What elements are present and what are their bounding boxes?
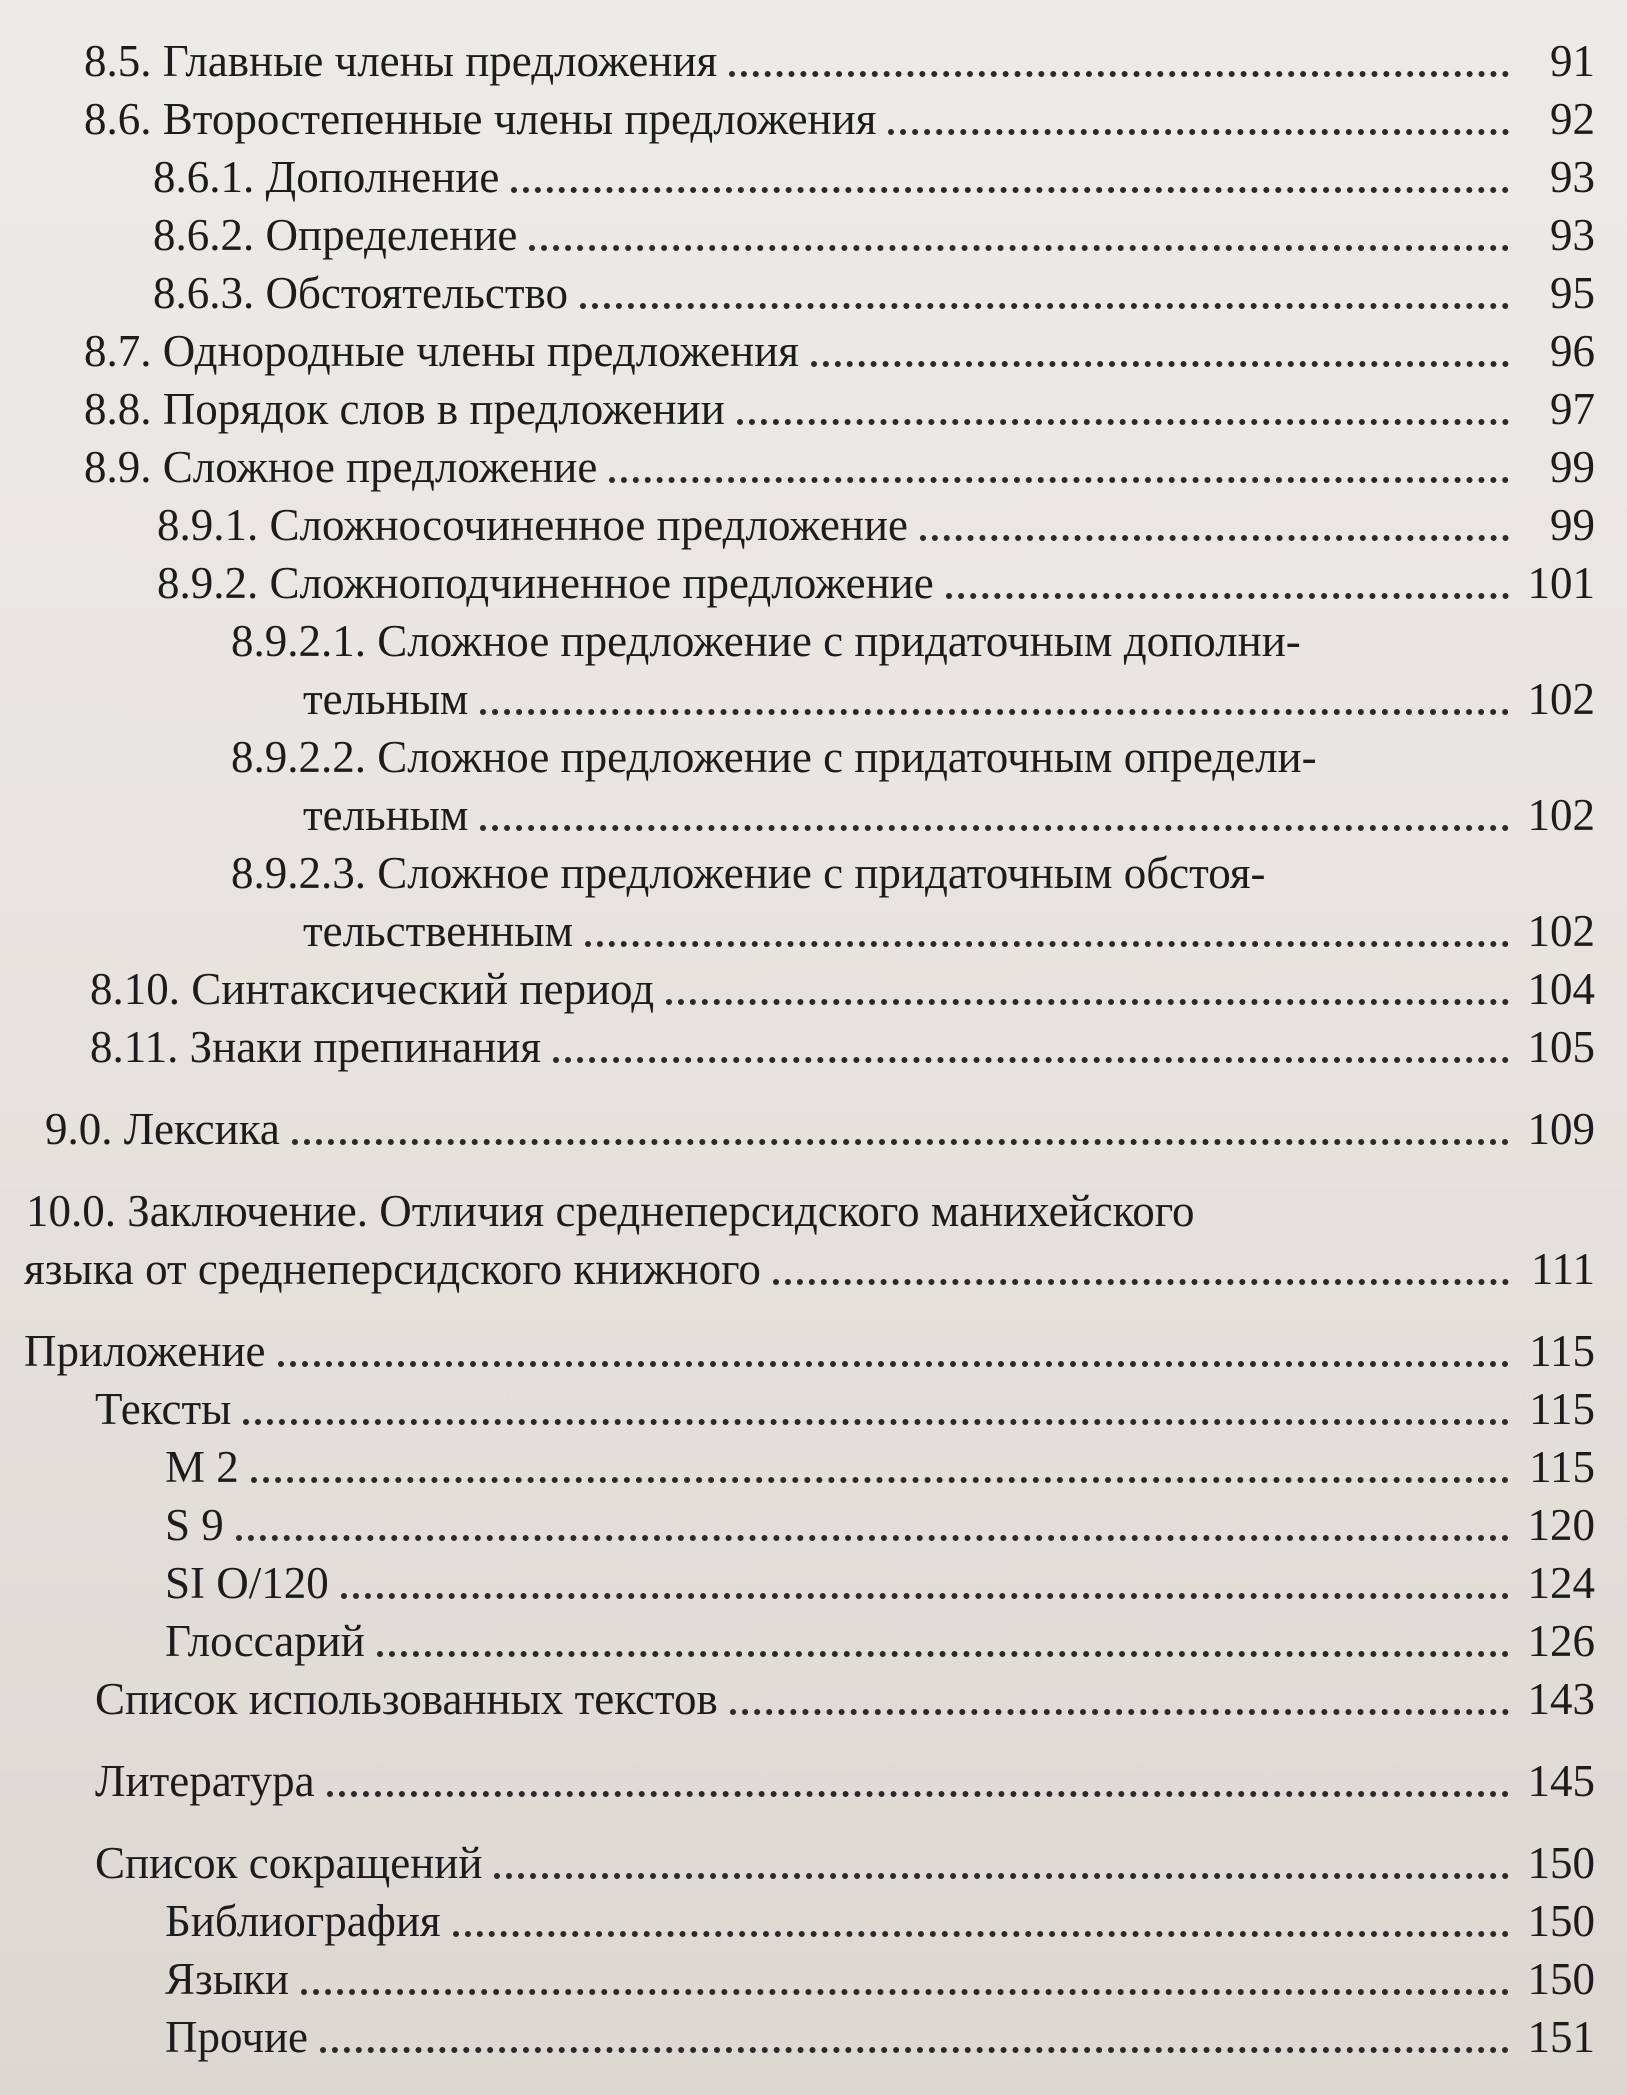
toc-entry-page: 120 (1527, 1500, 1595, 1550)
toc-entry (84, 374, 1595, 432)
toc-entry (26, 1176, 1195, 1234)
dot-leader (236, 1535, 1509, 1541)
toc-entry (84, 26, 1595, 84)
dot-leader (585, 941, 1509, 947)
toc-entry-label: SI O/120 (165, 1558, 329, 1608)
toc-entry-page: 92 (1550, 94, 1595, 144)
toc-entry-page: 97 (1550, 384, 1595, 434)
toc-entry-label: 8.7. Однородные члены предложения (84, 326, 799, 376)
toc-entry-page: 105 (1527, 1022, 1595, 1072)
toc-entry-label: 8.9.1. Сложносочиненное предложение (157, 500, 908, 550)
toc-entry-page: 115 (1529, 1326, 1595, 1376)
toc-entry-label: Глоссарий (165, 1616, 365, 1666)
dot-leader (946, 593, 1509, 599)
toc-entry (165, 1886, 1595, 1944)
toc-entry-label: тельным (303, 790, 469, 840)
toc-entry-label: Библиография (165, 1896, 441, 1946)
dot-leader (480, 825, 1509, 831)
toc-entry-page: 102 (1527, 674, 1595, 724)
toc-entry-label: Список использованных текстов (95, 1674, 718, 1724)
toc-entry (95, 1828, 1595, 1886)
toc-entry (84, 432, 1595, 490)
dot-leader (494, 1873, 1509, 1879)
toc-entry (153, 258, 1595, 316)
dot-leader (666, 999, 1509, 1005)
dot-leader (341, 1593, 1509, 1599)
toc-entry (165, 1432, 1595, 1490)
toc-entry (157, 490, 1595, 548)
toc-entry-page: 102 (1527, 906, 1595, 956)
toc-entry (165, 1944, 1595, 2002)
toc-entry (95, 1746, 1595, 1804)
toc-entry-label: S 9 (165, 1500, 224, 1550)
toc-entry-page: 126 (1527, 1616, 1595, 1666)
toc-entry-page: 93 (1550, 210, 1595, 260)
toc-entry-page: 145 (1527, 1756, 1595, 1806)
toc-entry (24, 1234, 1595, 1292)
dot-leader (553, 1057, 1509, 1063)
dot-leader (737, 419, 1509, 425)
dot-leader (729, 71, 1509, 77)
toc-entry-page: 93 (1550, 152, 1595, 202)
toc-entry (153, 142, 1595, 200)
toc-entry-label: Тексты (95, 1384, 232, 1434)
toc-entry-label: 8.9.2.1. Сложное предложение с придаточным дополни- (231, 616, 1301, 666)
toc-entry-label: 10.0. Заключение. Отличия среднеперсидского манихейского (26, 1186, 1195, 1236)
toc-entry-label: Языки (165, 1954, 289, 2004)
toc-entry (165, 1490, 1595, 1548)
toc-entry-page: 99 (1550, 442, 1595, 492)
toc-entry-label: 8.9. Сложное предложение (84, 442, 598, 492)
toc-entry-page: 150 (1527, 1838, 1595, 1888)
toc-entry-label: языка от среднеперсидского книжного (24, 1244, 761, 1294)
toc-entry (95, 1664, 1595, 1722)
dot-leader (511, 187, 1509, 193)
toc-entry (90, 954, 1595, 1012)
dot-leader (377, 1651, 1509, 1657)
dot-leader (292, 1139, 1509, 1145)
dot-leader (251, 1477, 1509, 1483)
toc-entry (231, 838, 1266, 896)
toc-entry-label: 8.6. Второстепенные члены предложения (84, 94, 877, 144)
toc-entry-page: 124 (1527, 1558, 1595, 1608)
toc-entry-label: 8.8. Порядок слов в предложении (84, 384, 725, 434)
toc-entry (90, 1012, 1595, 1070)
dot-leader (580, 303, 1509, 309)
toc-entry-label: 8.9.2.2. Сложное предложение с придаточным определи- (231, 732, 1317, 782)
dot-leader (243, 1419, 1509, 1425)
toc-entry-page: 104 (1527, 964, 1595, 1014)
toc-entry-page: 115 (1529, 1442, 1595, 1492)
toc-entry (165, 1606, 1595, 1664)
toc-entry-label: 8.9.2.3. Сложное предложение с придаточным обстоя- (231, 848, 1266, 898)
toc-entry-page: 102 (1527, 790, 1595, 840)
toc-entry-label: Приложение (24, 1326, 266, 1376)
toc-entry (231, 606, 1301, 664)
toc-entry-label: 8.11. Знаки препинания (90, 1022, 542, 1072)
toc-entry (303, 780, 1595, 838)
dot-leader (480, 709, 1509, 715)
toc-entry-page: 101 (1527, 558, 1595, 608)
dot-leader (278, 1361, 1509, 1367)
toc-entry-page: 96 (1550, 326, 1595, 376)
toc-entry-label: M 2 (165, 1442, 239, 1492)
toc-entry-page: 143 (1527, 1674, 1595, 1724)
toc-entry-label: 8.9.2. Сложноподчиненное предложение (157, 558, 934, 608)
dot-leader (453, 1931, 1509, 1937)
toc-entry-label: Литература (95, 1756, 315, 1806)
toc-entry-label: тельственным (303, 906, 574, 956)
toc-entry-page: 150 (1527, 1954, 1595, 2004)
toc-entry-page: 91 (1550, 36, 1595, 86)
dot-leader (327, 1791, 1509, 1797)
dot-leader (320, 2047, 1509, 2053)
toc-entry (303, 664, 1595, 722)
toc-entry-label: 8.5. Главные члены предложения (84, 36, 718, 86)
toc-entry-label: 8.6.2. Определение (153, 210, 518, 260)
toc-entry (95, 1374, 1595, 1432)
toc-entry-page: 109 (1527, 1104, 1595, 1154)
dot-leader (773, 1279, 1509, 1285)
dot-leader (609, 477, 1509, 483)
toc-entry-page: 115 (1529, 1384, 1595, 1434)
toc-entry (45, 1094, 1595, 1152)
toc-entry (153, 200, 1595, 258)
dot-leader (888, 129, 1509, 135)
dot-leader (730, 1709, 1509, 1715)
dot-leader (920, 535, 1509, 541)
dot-leader (301, 1989, 1509, 1995)
dot-leader (529, 245, 1509, 251)
toc-entry-page: 150 (1527, 1896, 1595, 1946)
toc-entry-label: тельным (303, 674, 469, 724)
toc-entry (84, 316, 1595, 374)
toc-entry (84, 84, 1595, 142)
toc-entry-label: 9.0. Лексика (45, 1104, 280, 1154)
toc-entry-label: 8.6.3. Обстоятельство (153, 268, 568, 318)
toc-entry (165, 2002, 1595, 2060)
toc-entry-label: Список сокращений (95, 1838, 483, 1888)
toc-entry-page: 151 (1527, 2012, 1595, 2062)
toc-entry-page: 99 (1550, 500, 1595, 550)
toc-entry (24, 1316, 1595, 1374)
toc-entry-page: 95 (1550, 268, 1595, 318)
toc-entry (165, 1548, 1595, 1606)
dot-leader (811, 361, 1509, 367)
toc-entry (231, 722, 1317, 780)
toc-entry (303, 896, 1595, 954)
toc-entry-label: 8.6.1. Дополнение (153, 152, 500, 202)
toc-entry-label: 8.10. Синтаксический период (90, 964, 655, 1014)
toc-entry-page: 111 (1530, 1244, 1595, 1294)
toc-entry-label: Прочие (165, 2012, 309, 2062)
toc-entry (157, 548, 1595, 606)
